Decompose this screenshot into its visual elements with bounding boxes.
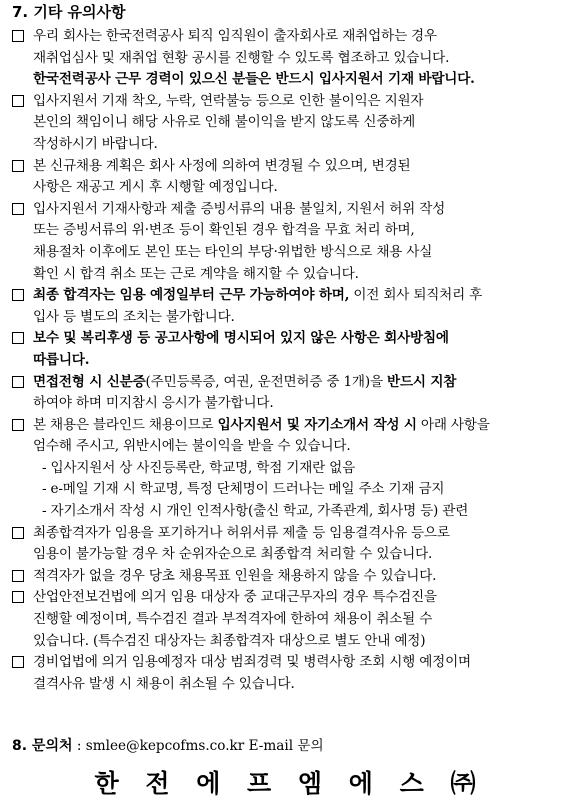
checkbox-icon: [12, 332, 24, 344]
notice-line: [33, 566, 568, 588]
notice-segment: 채용절차 이후에도 본인 또는 타인의 부당·위법한 방식으로 채용 사실: [33, 243, 433, 260]
notice-line: [33, 242, 568, 264]
notice-text: [33, 372, 568, 415]
notice-segment: 우리 회사는 한국전력공사 퇴직 임직원이 출자회사로 재취업하는 경우: [33, 28, 437, 44]
notice-line: [33, 91, 568, 113]
contact-label: 8. 문의처: [12, 738, 73, 754]
notice-line: [33, 134, 568, 156]
contact-line: [12, 736, 324, 756]
notice-line: [33, 587, 568, 609]
notice-item: [12, 156, 568, 199]
notice-text: [33, 26, 568, 91]
notice-emphasis: 입사지원서 및 자기소개서 작성 시: [217, 416, 417, 433]
notice-item: [12, 328, 568, 371]
notice-segment: 이전 회사 퇴직처리 후: [349, 287, 483, 304]
notice-segment: 임용이 불가능할 경우 차 순위자순으로 최종합격 처리할 수 있습니다.: [33, 546, 433, 563]
notice-segment: 본 신규채용 계획은 회사 사정에 의하여 변경될 수 있으며, 변경된: [33, 157, 411, 174]
notice-segment: 입사지원서 기재사항과 제출 증빙서류의 내용 불일치, 지원서 허위 작성: [33, 200, 446, 217]
notice-item: [12, 199, 568, 285]
checkbox-icon: [12, 160, 24, 172]
notice-segment: 작성하시기 바랍니다.: [33, 135, 158, 152]
checkbox-icon: [12, 376, 24, 388]
checkbox-icon: [12, 419, 24, 431]
notice-segment: 엄수해 주시고, 위반시에는 불이익을 받을 수 있습니다.: [33, 438, 351, 455]
notice-line: [33, 674, 568, 696]
notice-line: [33, 177, 568, 199]
notice-item: [12, 415, 568, 523]
notice-item: [12, 523, 568, 566]
notice-segment: 사항은 재공고 게시 후 시행할 예정입니다.: [33, 179, 278, 196]
notice-line: [33, 69, 568, 91]
sub-item: - e-메일 기재 시 학교명, 특정 단체명이 드러나는 메일 주소 기재 금지: [42, 481, 445, 498]
notice-line: [33, 156, 568, 178]
notice-line: [33, 307, 568, 329]
notice-segment: 입사지원서 기재 착오, 누락, 연락불능 등으로 인한 불이익은 지원자: [33, 92, 424, 109]
checkbox-icon: [12, 527, 24, 539]
notice-text: [33, 156, 568, 199]
notice-emphasis: 반드시 지참: [387, 373, 457, 390]
notice-item: [12, 587, 568, 652]
notice-segment: 입사 등 별도의 조치는 불가합니다.: [33, 308, 235, 325]
notice-line: [33, 372, 568, 394]
checkbox-icon: [12, 570, 24, 582]
sub-item: - 입사지원서 상 사진등록란, 학교명, 학점 기재란 없음: [42, 459, 356, 476]
notice-text: [33, 285, 568, 328]
notice-text: [33, 523, 568, 566]
section-7-heading: 7. 기타 유의사항: [12, 3, 126, 21]
notice-line: [33, 652, 568, 674]
notice-emphasis: 따릅니다.: [33, 351, 90, 368]
notice-line: [33, 609, 568, 631]
checkbox-icon: [12, 591, 24, 603]
checkbox-icon: [12, 203, 24, 215]
checkbox-icon: [12, 289, 24, 301]
notice-emphasis: 최종 합격자는 임용 예정일부터 근무 가능하여야 하며,: [33, 287, 350, 304]
notice-item: [12, 652, 568, 695]
notice-segment: 적격자가 없을 경우 당초 채용목표 인원을 채용하지 않을 수 있습니다.: [33, 567, 437, 584]
notice-line: [33, 393, 568, 415]
notice-text: [33, 415, 568, 523]
checkbox-icon: [12, 95, 24, 107]
notice-text: [33, 566, 568, 588]
notice-segment: 아래 사항을: [416, 416, 490, 433]
checkbox-icon: [12, 30, 24, 42]
notice-text: [33, 587, 568, 652]
notice-text: [33, 652, 568, 695]
notice-segment: 진행할 예정이며, 특수검진 결과 부적격자에 한하여 채용이 취소될 수: [33, 611, 433, 628]
notice-segment: 결격사유 발생 시 채용이 취소될 수 있습니다.: [33, 675, 295, 692]
notice-item: [12, 372, 568, 415]
notice-emphasis: 한국전력공사 근무 경력이 있으신 분들은 반드시 입사지원서 기재 바랍니다.: [33, 71, 475, 88]
notice-item: [12, 566, 568, 588]
notice-segment: 있습니다. (특수검진 대상자는 최종합격자 대상으로 별도 안내 예정): [33, 632, 426, 649]
notice-line: [33, 544, 568, 566]
notice-line: [33, 264, 568, 286]
notice-segment: 확인 시 합격 취소 또는 근로 계약을 해지할 수 있습니다.: [33, 265, 359, 282]
notice-emphasis: 면접전형 시 신분증: [33, 373, 146, 390]
notice-line: [33, 48, 568, 70]
notice-line: [33, 199, 568, 221]
notice-text: [33, 91, 568, 156]
notice-item: [12, 91, 568, 156]
notice-list: [12, 26, 568, 695]
notice-line: [33, 350, 568, 372]
contact-email[interactable]: smlee@kepcofms.co.kr E-mail 문의: [85, 738, 324, 754]
notice-segment: 최종합격자가 임용을 포기하거나 허위서류 제출 등 임용결격사유 등으로: [33, 524, 450, 541]
notice-line: [33, 285, 568, 307]
notice-segment: 재취업심사 및 재취업 현황 공시를 진행할 수 있도록 협조하고 있습니다.: [33, 49, 450, 66]
notice-line: [33, 436, 568, 458]
notice-line: [33, 112, 568, 134]
notice-segment: 본인의 책임이니 해당 사유로 인해 불이익을 받지 않도록 신중하게: [33, 114, 416, 131]
notice-line: [33, 328, 568, 350]
notice-line: [33, 415, 568, 437]
contact-separator: :: [72, 738, 86, 754]
notice-segment: 경비업법에 의거 임용예정자 대상 범죄경력 및 병력사항 조회 시행 예정이며: [33, 654, 471, 671]
notice-line: [33, 631, 568, 653]
notice-segment: 산업안전보건법에 의거 임용 대상자 중 교대근무자의 경우 특수검진을: [33, 589, 437, 606]
sub-item: - 자기소개서 작성 시 개인 인적사항(출신 학교, 가족관계, 회사명 등) 관련: [42, 503, 469, 520]
notice-segment: 또는 증빙서류의 위·변조 등이 확인된 경우 합격을 무효 처리 하며,: [33, 222, 415, 239]
notice-item: [12, 285, 568, 328]
notice-emphasis: 보수 및 복리후생 등 공고사항에 명시되어 있지 않은 사항은 회사방침에: [33, 330, 449, 347]
notice-segment: (주민등록증, 여권, 운전면허증 중 1개)을: [145, 373, 388, 390]
notice-line: [33, 220, 568, 242]
company-name: 한 전 에 프 엠 에 스 ㈜: [94, 769, 485, 798]
notice-item: [12, 26, 568, 91]
notice-text: [33, 328, 568, 371]
notice-segment: 하여야 하며 미지참시 응시가 불가합니다.: [33, 395, 274, 412]
notice-segment: 본 채용은 블라인드 채용이므로: [33, 416, 218, 433]
notice-text: [33, 199, 568, 285]
checkbox-icon: [12, 656, 24, 668]
notice-line: [33, 26, 568, 48]
notice-line: [33, 523, 568, 545]
